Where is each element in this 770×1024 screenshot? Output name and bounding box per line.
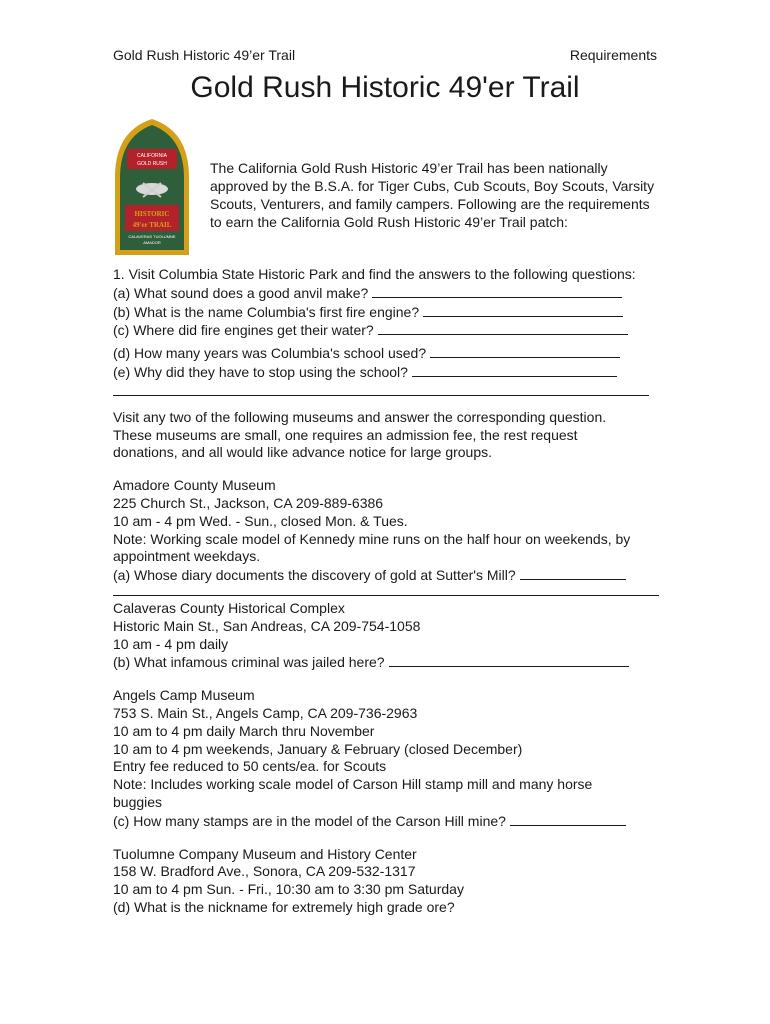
museum-question: (d) What is the nickname for extremely high grade ore? [113,898,455,915]
museum-address: 225 Church St., Jackson, CA 209-889-6386 [113,494,384,511]
question-b: (b) What is the name Columbia's first fire engine? [113,303,683,322]
section1-heading: 1. Visit Columbia State Historic Park and find the answers to the following questions: [113,266,636,282]
museum-note: Note: Includes working scale model of Carson Hill stamp mill and many horse [113,776,593,793]
museum-hours: 10 am to 4 pm weekends, January & February (closed December) [113,740,523,757]
svg-text:HISTORIC: HISTORIC [134,210,170,218]
museum-address: 753 S. Main St., Angels Camp, CA 209-736-2963 [113,704,418,721]
museum-fee: Entry fee reduced to 50 cents/ea. for Scouts [113,758,387,775]
museum-question: (c) How many stamps are in the model of the Carson Hill mine? [113,812,683,831]
museum-note: appointment weekdays. [113,548,261,565]
museum-address: 158 W. Bradford Ave., Sonora, CA 209-532-1317 [113,863,416,880]
museum-hours: 10 am to 4 pm Sun. - Fri., 10:30 am to 3:30 pm Saturday [113,881,464,898]
museums-intro-line: donations, and all would like advance notice for large groups. [113,444,493,461]
intro-paragraph: The California Gold Rush Historic 49’er Trail has been nationally approved by the B.S.A. for Tiger Cubs, Cub Scouts, Boy Scouts, Varsity Scouts, Venturers, and family campers. Following are the requirements to earn the California Gold Rush Historic 49’er Trail patch: [210,160,655,230]
museum-note: Note: Working scale model of Kennedy mine runs on the half hour on weekends, by [113,530,631,547]
svg-text:49'er TRAIL: 49'er TRAIL [132,221,172,229]
museums-intro-line: These museums are small, one requires an admission fee, the rest request [113,426,578,443]
museum-hours: 10 am - 4 pm Wed. - Sun., closed Mon. & Tues. [113,512,408,529]
answer-blank[interactable] [423,303,623,317]
answer-blank[interactable] [389,653,629,667]
question-e: (e) Why did they have to stop using the school? [113,363,683,382]
question-d: (d) How many years was Columbia's school used? [113,344,683,363]
svg-text:AMADOR: AMADOR [143,240,161,245]
museum-address: Historic Main St., San Andreas, CA 209-754-1058 [113,617,421,634]
museum-calaveras [113,600,683,672]
museum-question: (b) What infamous criminal was jailed here? [113,653,683,672]
museum-amador [113,477,683,600]
museum-hours: 10 am - 4 pm daily [113,635,229,652]
museum-tuolumne [113,846,683,917]
museum-angels-camp [113,687,683,830]
question-a: (a) What sound does a good anvil make? [113,284,683,303]
running-header-title: Gold Rush Historic 49’er Trail [113,47,296,63]
page-title: Gold Rush Historic 49'er Trail [190,71,580,104]
answer-blank[interactable] [430,344,620,358]
svg-text:CALIFORNIA: CALIFORNIA [136,153,168,159]
museum-name: Calaveras County Historical Complex [113,599,345,616]
answer-blank[interactable] [510,812,626,826]
museum-note: buggies [113,793,163,810]
answer-blank[interactable] [412,363,617,377]
museums-intro-line: Visit any two of the following museums and answer the corresponding question. [113,408,607,425]
museum-hours: 10 am to 4 pm daily March thru November [113,722,375,739]
svg-text:CALAVERAS TUOLUMNE: CALAVERAS TUOLUMNE [128,234,176,239]
trail-patch-logo [113,117,191,257]
answer-blank[interactable] [520,566,626,580]
answer-blank[interactable] [378,321,628,335]
question-c: (c) Where did fire engines get their water? [113,321,683,340]
museum-name: Angels Camp Museum [113,687,255,704]
museum-name: Amadore County Museum [113,477,276,494]
answer-blank[interactable] [372,284,622,298]
museum-name: Tuolumne Company Museum and History Center [113,845,417,862]
requirements-body [113,266,683,917]
museum-question: (a) Whose diary documents the discovery of gold at Sutter's Mill? [113,566,683,585]
svg-text:GOLD RUSH: GOLD RUSH [137,161,167,167]
running-header-section: Requirements [569,47,657,63]
